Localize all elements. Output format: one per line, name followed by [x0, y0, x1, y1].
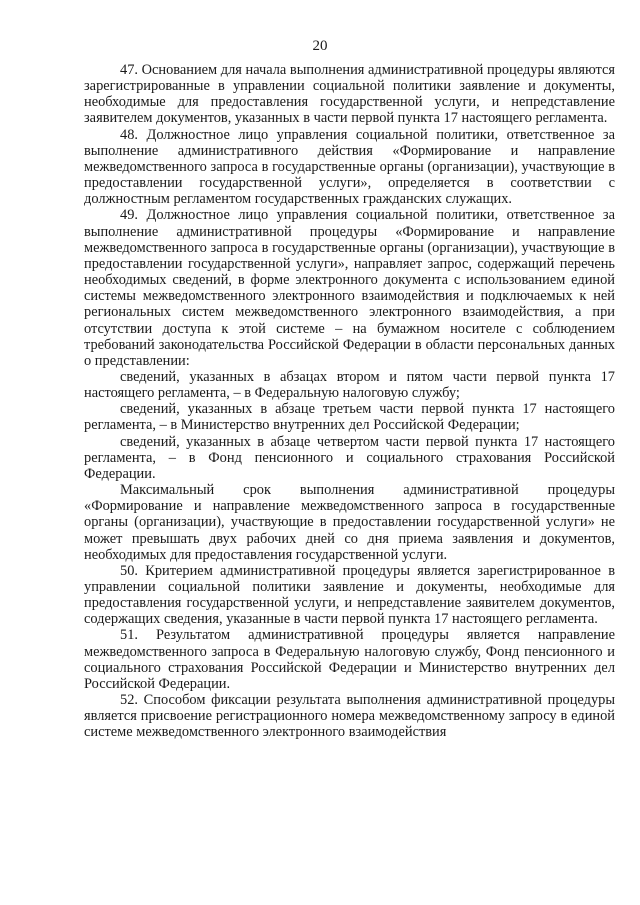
page-number: 20 [312, 38, 328, 54]
paragraph-48: 48. Должностное лицо управления социальной политики, ответственное за выполнение административного действия «Формирование и направление межведомственного запроса в государственные органы (организации), участвующие в предоставлении государственной услуги», определяется в соответствии с должностным регламентом государственных гражданских служащих. [84, 126, 615, 208]
paragraph-49: 49. Должностное лицо управления социальной политики, ответственное за выполнение административной процедуры «Формирование и направление межведомственного запроса в государственные органы (организации), участвующие в предоставлении государственной услуги», направляет запрос, содержащий перечень необходимых сведений, в форме электронного документа с использованием единой системы межведомственного электронного взаимодействия и подключаемых к ней региональных систем межведомственного электронного взаимодействия, а при отсутствии доступа к этой системе – на бумажном носителе с соблюдением требований законодательства Российской Федерации в области персональных данных о представлении: [84, 207, 615, 369]
paragraph-max-term: Максимальный срок выполнения административной процедуры «Формирование и направление межведомственного запроса в государственные органы (организации), участвующие в предоставлении государственной услуги» не может превышать двух рабочих дней со дня приема заявления и документов, необходимых для предоставления государственной услуги. [84, 482, 615, 563]
paragraph-47: 47. Основанием для начала выполнения административной процедуры являются зарегистрированные в управлении социальной политики заявление и документы, необходимые для предоставления государственной услуги, и непредставление заявителем документов, указанных в части первой пункта 17 настоящего регламента. [84, 62, 615, 127]
paragraph-52: 52. Способом фиксации результата выполнения административной процедуры является присвоение регистрационного номера межведомственному запросу в единой системе межведомственного электронного взаимодействия [84, 692, 615, 741]
paragraph-50: 50. Критерием административной процедуры является зарегистрированное в управлении социальной политики заявление и документы, необходимые для предоставления государственной услуги, и непредставление заявителем документов, содержащих сведения, указанные в части первой пункта 17 настоящего регламента. [84, 562, 615, 628]
paragraph-49-item-1: сведений, указанных в абзацах втором и пятом части первой пункта 17 настоящего регламента, – в Федеральную налоговую службу; [84, 368, 615, 402]
paragraph-51: 51. Результатом административной процедуры является направление межведомственного запроса в Федеральную налоговую службу, Фонд пенсионного и социального страхования Российской Федерации и Министерство внутренних дел Российской Федерации. [84, 627, 615, 692]
document-body [84, 62, 615, 741]
paragraph-49-item-3: сведений, указанных в абзаце четвертом части первой пункта 17 настоящего регламента, – в Фонд пенсионного и социального страхования Российской Федерации. [84, 433, 615, 482]
paragraph-49-item-2: сведений, указанных в абзаце третьем части первой пункта 17 настоящего регламента, – в Министерство внутренних дел Российской Федерации; [84, 401, 615, 434]
